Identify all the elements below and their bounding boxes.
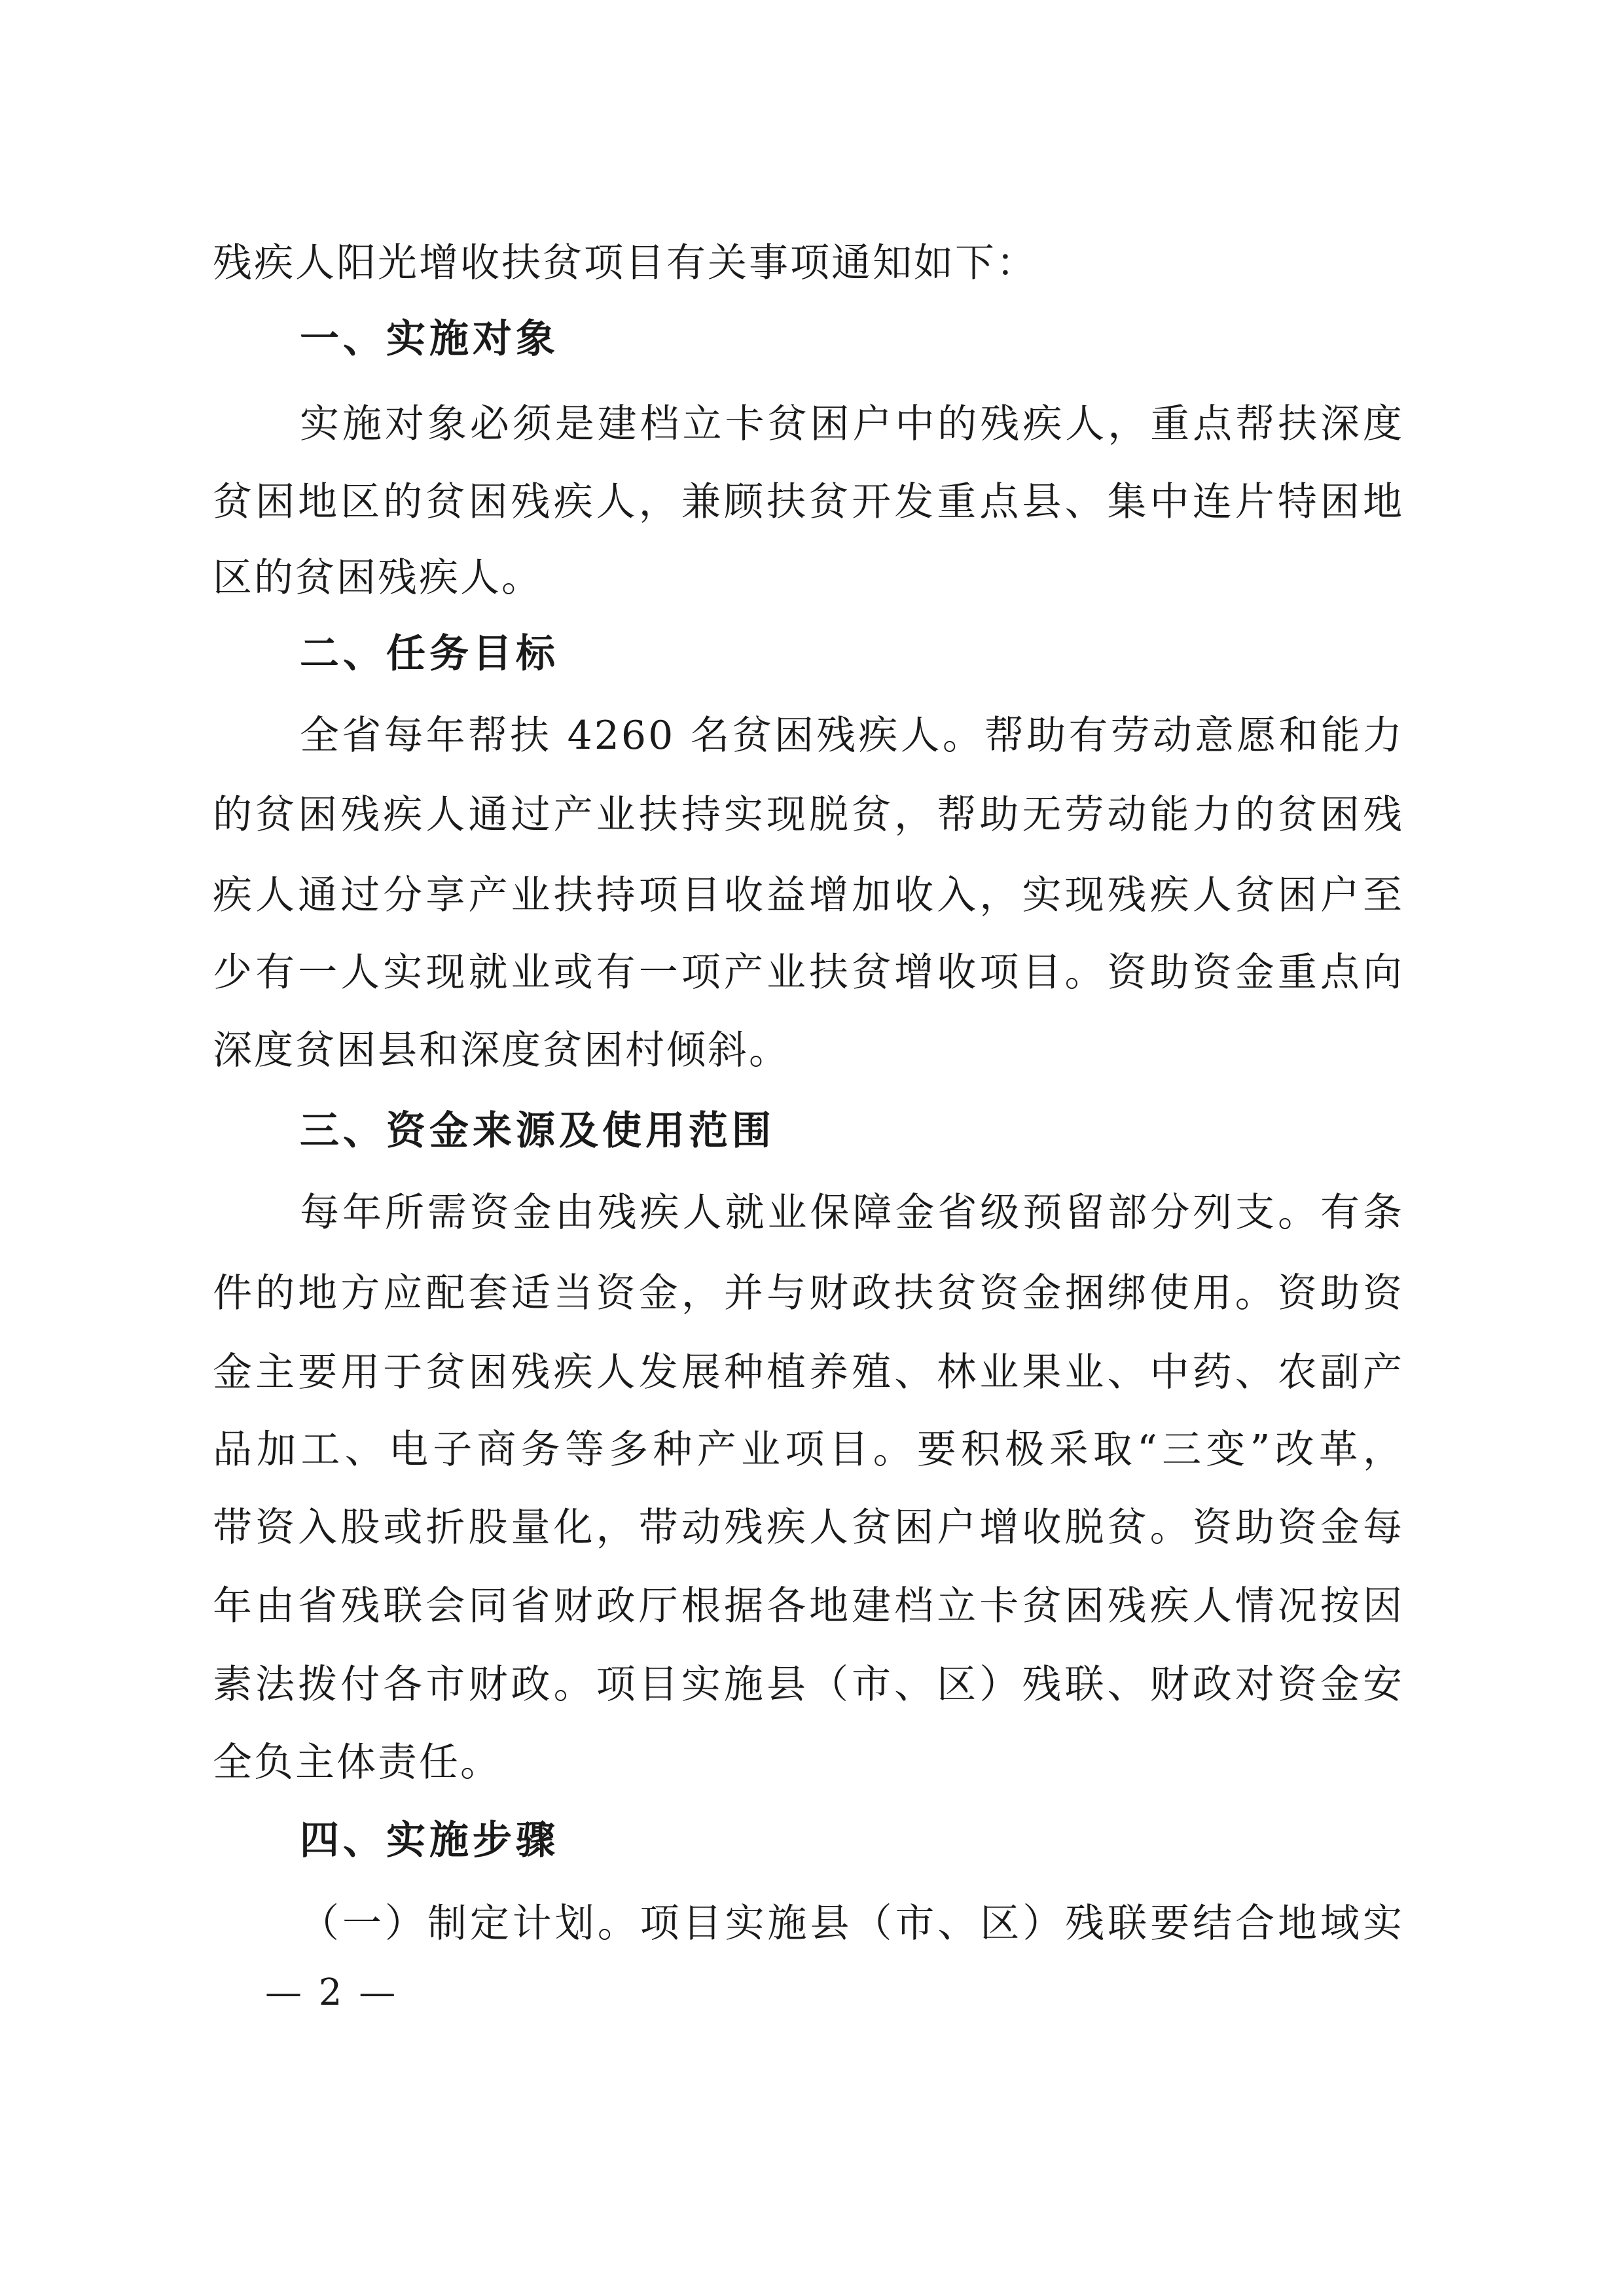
body-text-line: 实施对象必须是建档立卡贫困户中的残疾人，重点帮扶深度 [300,401,1404,447]
body-text-line: 全负主体责任。 [213,1740,501,1785]
body-text-line: 品加工、电子商务等多种产业项目。要积极采取“三变”改革， [213,1427,1404,1473]
section-heading-3: 三、资金来源及使用范围 [300,1108,775,1154]
body-text-line: 区的贫困残疾人。 [213,555,543,601]
body-text-line: 金主要用于贫困残疾人发展种植养殖、林业果业、中药、农副产 [213,1350,1404,1395]
body-text-line: 素法拨付各市财政。项目实施县（市、区）残联、财政对资金安 [213,1662,1404,1708]
body-text-line: 带资入股或折股量化，带动残疾人贫困户增收脱贫。资助资金每 [213,1505,1404,1551]
section-heading-1: 一、实施对象 [300,316,559,362]
body-text-line: 件的地方应配套适当资金，并与财政扶贫资金捆绑使用。资助资 [213,1270,1404,1316]
body-text-line: 的贫困残疾人通过产业扶持实现脱贫，帮助无劳动能力的贫困残 [213,792,1404,838]
section-heading-4: 四、实施步骤 [300,1818,559,1863]
body-text-line: （一）制定计划。项目实施县（市、区）残联要结合地域实 [300,1901,1404,1946]
page-number: — 2 — [265,1971,399,2014]
body-text-line: 少有一人实现就业或有一项产业扶贫增收项目。资助资金重点向 [213,950,1404,996]
section-heading-2: 二、任务目标 [300,631,559,677]
body-text-line: 每年所需资金由残疾人就业保障金省级预留部分列支。有条 [300,1190,1404,1236]
body-text-line: 残疾人阳光增收扶贫项目有关事项通知如下： [213,240,1038,286]
body-text-line: 年由省残联会同省财政厅根据各地建档立卡贫困残疾人情况按因 [213,1583,1404,1629]
body-text-line: 全省每年帮扶 4260 名贫困残疾人。帮助有劳动意愿和能力 [300,713,1404,759]
body-text-line: 疾人通过分享产业扶持项目收益增加收入，实现残疾人贫困户至 [213,872,1404,918]
body-text-line: 贫困地区的贫困残疾人，兼顾扶贫开发重点县、集中连片特困地 [213,479,1404,525]
body-text-line: 深度贫困县和深度贫困村倾斜。 [213,1028,790,1073]
